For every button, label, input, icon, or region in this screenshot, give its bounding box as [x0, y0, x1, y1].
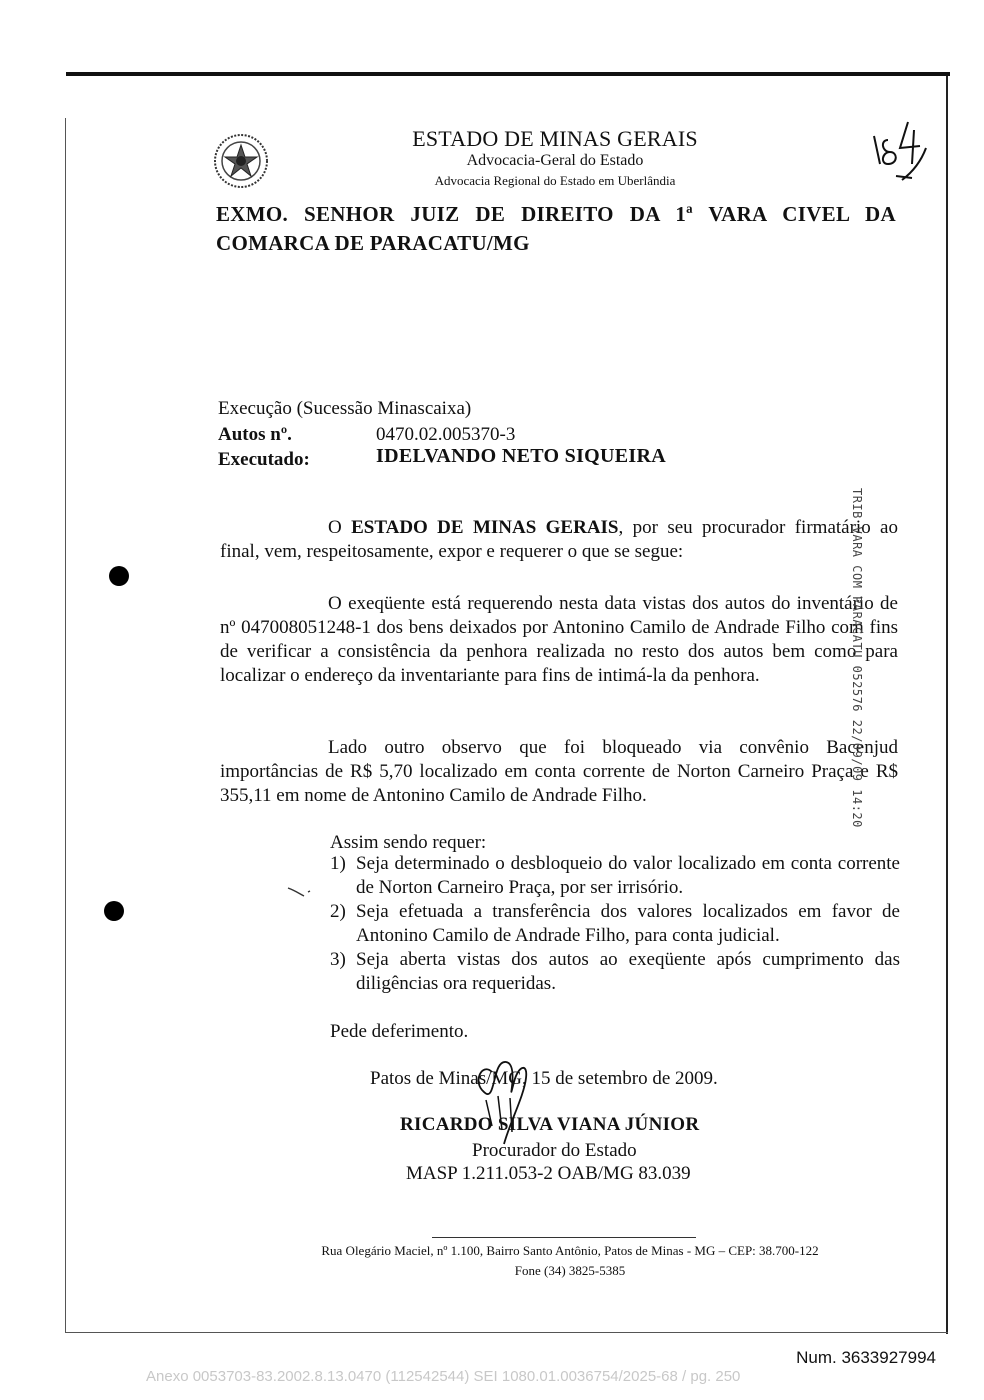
- paragraph-intro-prefix: O: [328, 517, 352, 538]
- request-number: 3): [330, 949, 346, 970]
- request-item: [330, 900, 900, 948]
- header-agency: Advocacia-Geral do Estado: [466, 152, 644, 169]
- left-border-rule: [65, 118, 66, 1333]
- annex-reference: Anexo 0053703-83.2002.8.13.0470 (112542544) SEI 1080.01.0036754/2025-68 / pg. 250: [146, 1368, 741, 1385]
- signer-name: RICARDO SILVA VIANA JÚNIOR: [400, 1114, 700, 1135]
- paragraph-bacenjud: Lado outro observo que foi bloqueado via convênio Bacenjud importâncias de R$ 5,70 localizado em conta corrente de Norton Carneiro Praça e R$ 355,11 em nome de Antonino Camilo de Andrade Filho.: [220, 737, 898, 806]
- document-number: Num. 3633927994: [796, 1348, 936, 1367]
- signer-registration: MASP 1.211.053-2 OAB/MG 83.039: [406, 1163, 691, 1184]
- request-number: 1): [330, 853, 346, 874]
- punch-hole: [109, 566, 129, 586]
- paragraph-intro-bold: ESTADO DE MINAS GERAIS: [351, 517, 619, 538]
- paragraph-inventory: O exeqüente está requerendo nesta data vistas dos autos do inventário de nº 047008051248-1 dos bens deixados por Antonino Camilo de Andrade Filho com fins de verificar a consistência da penhora realizada no resto dos autos bem como para localizar o endereço da inventariante para fins de intimá-la da penhora.: [220, 593, 898, 686]
- request-text: Seja aberta vistas dos autos ao exeqüente após cumprimento das diligências ora requeridas.: [356, 949, 900, 994]
- paragraph-intro: [220, 516, 898, 564]
- signer-role: Procurador do Estado: [472, 1140, 637, 1161]
- top-border-rule: [66, 72, 950, 76]
- request-item: [330, 948, 900, 996]
- place-and-date: Patos de Minas/MG, 15 de setembro de 2009.: [370, 1068, 718, 1089]
- state-seal-icon: [213, 133, 269, 189]
- handwritten-folio-number: [868, 108, 932, 188]
- autos-label: Autos nº.: [218, 424, 292, 445]
- addressee: EXMO. SENHOR JUIZ DE DIREITO DA 1ª VARA CIVEL DA COMARCA DE PARACATU/MG: [216, 202, 896, 255]
- paragraph-intro-rest: , por seu procurador firmatário ao final, vem, respeitosamente, expor e requerer o que se segue:: [220, 517, 898, 562]
- request-number: 2): [330, 901, 346, 922]
- header-state: ESTADO DE MINAS GERAIS: [412, 126, 698, 151]
- request-text: Seja determinado o desbloqueio do valor localizado em conta corrente de Norton Carneiro Praça, por ser irrisório.: [356, 853, 900, 898]
- footer-rule: [432, 1237, 696, 1238]
- requests-intro: Assim sendo requer:: [330, 832, 487, 853]
- punch-hole: [104, 901, 124, 921]
- footer-address: Rua Olegário Maciel, nº 1.100, Bairro Santo Antônio, Patos de Minas - MG – CEP: 38.700-122: [321, 1243, 819, 1258]
- case-type: Execução (Sucessão Minascaixa): [218, 398, 472, 419]
- protocol-stamp-text: TRIB VARA COM PARACATU 052576 22/09/09 14:20: [850, 488, 864, 828]
- right-border-rule: [946, 76, 948, 1334]
- pen-mark: [286, 884, 312, 898]
- protocol-stamp: [850, 478, 898, 828]
- request-item: [330, 852, 900, 900]
- request-text: Seja efetuada a transferência dos valores localizados em favor de Antonino Camilo de Andrade Filho, para conta judicial.: [356, 901, 900, 946]
- executado-name: IDELVANDO NETO SIQUEIRA: [376, 445, 666, 467]
- autos-number: 0470.02.005370-3: [376, 424, 516, 445]
- executado-label: Executado:: [218, 449, 310, 470]
- footer-phone: Fone (34) 3825-5385: [514, 1263, 626, 1278]
- bottom-border-rule: [66, 1332, 948, 1333]
- requests-list: [330, 852, 900, 996]
- header-regional-office: Advocacia Regional do Estado em Uberlândia: [434, 173, 676, 188]
- closing-request: Pede deferimento.: [330, 1021, 469, 1042]
